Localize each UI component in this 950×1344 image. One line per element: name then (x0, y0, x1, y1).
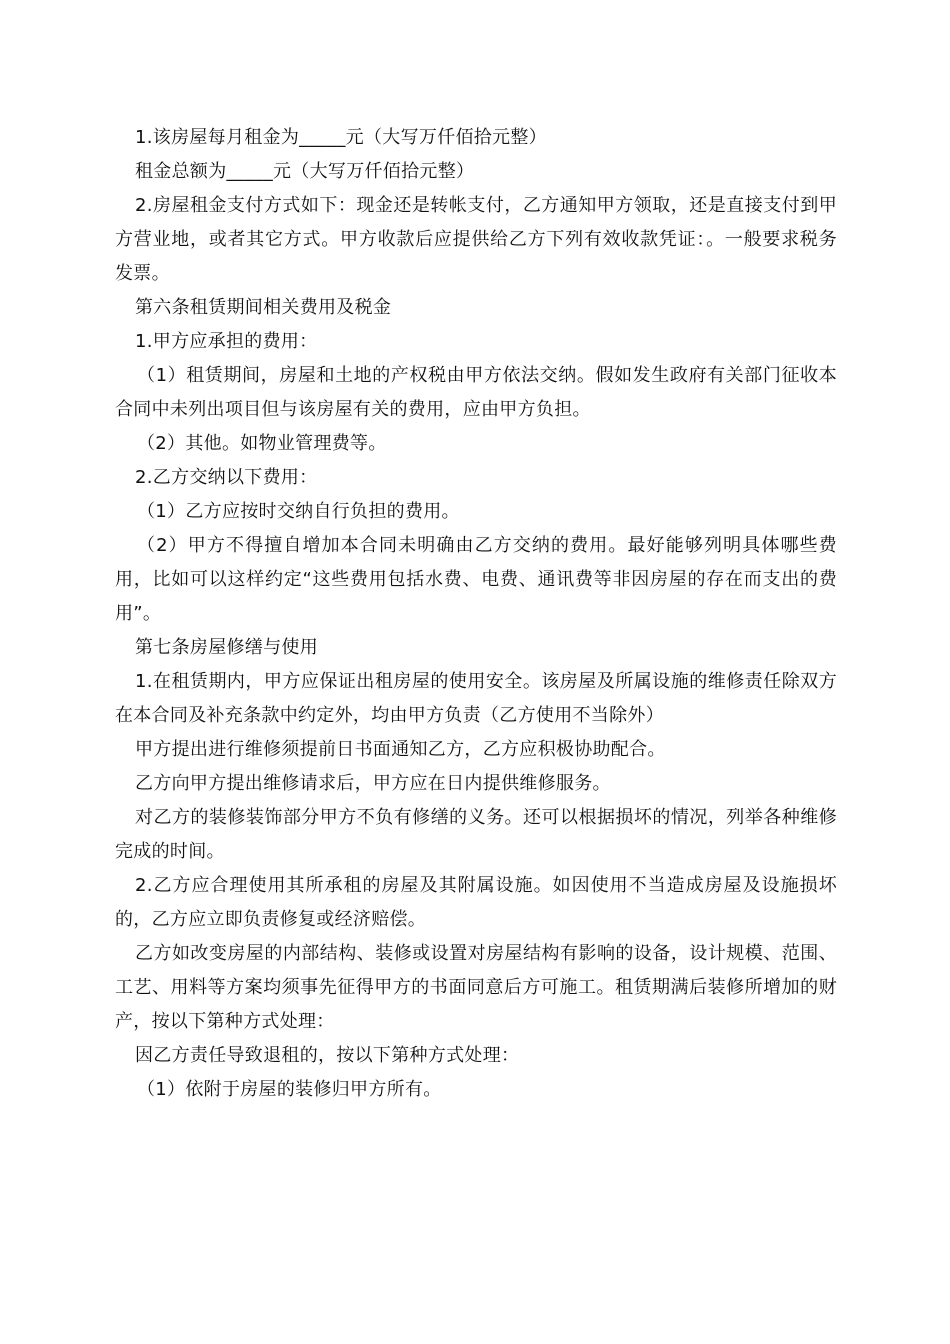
document-body (115, 121, 837, 1107)
paragraph-proper-use: 2.乙方应合理使用其所承租的房屋及其附属设施。如因使用不当造成房屋及设施损坏的，乙方应立即负责修复或经济赔偿。 (115, 875, 837, 930)
paragraph-repair-safety: 1.在租赁期内，甲方应保证出租房屋的使用安全。该房屋及所属设施的维修责任除双方在本合同及补充条款中约定外，均由甲方负责（乙方使用不当除外） (115, 671, 837, 726)
paragraph-rent-monthly: 1.该房屋每月租金为_____元（大写万仟佰拾元整） (135, 127, 547, 148)
paragraph-party-a-fee-1: （1）租赁期间，房屋和土地的产权税由甲方依法交纳。假如发生政府有关部门征收本合同中未列出项目但与该房屋有关的费用，应由甲方负担。 (115, 365, 837, 420)
paragraph-decoration-ownership: （1）依附于房屋的装修归甲方所有。 (137, 1079, 442, 1100)
paragraph-rent-total: 租金总额为_____元（大写万仟佰拾元整） (135, 161, 475, 182)
paragraph-party-b-fee-1: （1）乙方应按时交纳自行负担的费用。 (137, 501, 460, 522)
paragraph-payment-method: 2.房屋租金支付方式如下：现金还是转帐支付，乙方通知甲方领取，还是直接支付到甲方营业地，或者其它方式。甲方收款后应提供给乙方下列有效收款凭证：。一般要求税务发票。 (115, 195, 837, 284)
paragraph-structure-change: 乙方如改变房屋的内部结构、装修或设置对房屋结构有影响的设备，设计规模、范围、工艺、用料等方案均须事先征得甲方的书面同意后方可施工。租赁期满后装修所增加的财产，按以下第种方式处理： (115, 943, 837, 1032)
paragraph-party-b-fee-2: （2）甲方不得擅自增加本合同未明确由乙方交纳的费用。最好能够列明具体哪些费用，比如可以这样约定“这些费用包括水费、电费、通讯费等非因房屋的存在而支出的费用”。 (115, 535, 837, 624)
paragraph-party-a-fee-2: （2）其他。如物业管理费等。 (137, 433, 387, 454)
paragraph-repair-request: 乙方向甲方提出维修请求后，甲方应在日内提供维修服务。 (135, 773, 611, 794)
paragraph-decoration-repair: 对乙方的装修装饰部分甲方不负有修缮的义务。还可以根据损坏的情况，列举各种维修完成的时间。 (115, 807, 837, 862)
heading-article-seven: 第七条房屋修缮与使用 (135, 637, 318, 658)
paragraph-party-a-fees: 1.甲方应承担的费用： (135, 331, 318, 352)
paragraph-party-b-fees: 2.乙方交纳以下费用： (135, 467, 318, 488)
paragraph-early-termination: 因乙方责任导致退租的，按以下第种方式处理： (135, 1045, 520, 1066)
heading-article-six: 第六条租赁期间相关费用及税金 (135, 297, 392, 318)
paragraph-repair-notice: 甲方提出进行维修须提前日书面通知乙方，乙方应积极协助配合。 (135, 739, 666, 760)
